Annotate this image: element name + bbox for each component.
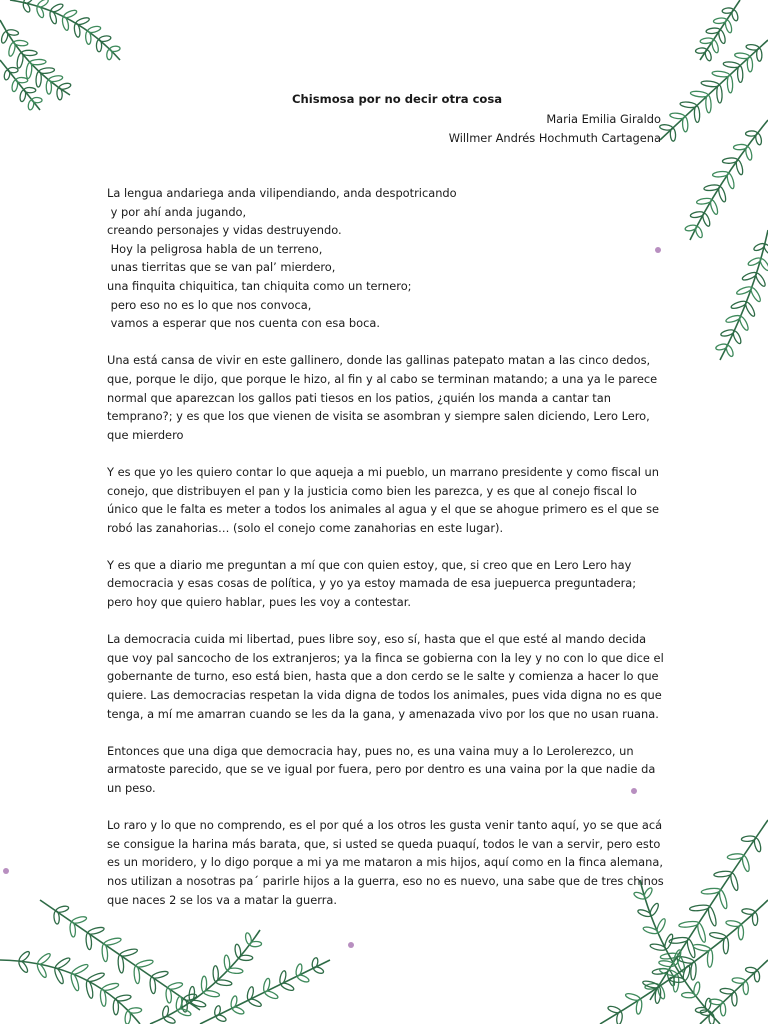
fern-branch-icon bbox=[200, 957, 330, 1024]
decorative-dot bbox=[348, 942, 354, 948]
paragraph: Lo raro y lo que no comprendo, es el por qué a los otros les gusta venir tanto aquí, yo se que acá se consigue la harina más barata, que, si usted se queda puaquí, todos le van a servir, pero esto es un moridero, y lo digo porque a mi ya me mataron a mis hijos, aquí como en la finca alemana, nos utilizan a nosotras pa´ parirle hijos a la guerra, eso no es nuevo, una sabe que de tres chinos que naces 2 se los va a matar la guerra. bbox=[107, 818, 664, 907]
fern-branch-icon bbox=[40, 900, 200, 1012]
fern-branch-icon bbox=[695, 0, 740, 61]
document-body bbox=[107, 184, 665, 909]
poem-line: Hoy la peligrosa habla de un terreno, bbox=[107, 241, 323, 256]
fern-branch-icon bbox=[659, 40, 768, 141]
poem-line: vamos a esperar que nos cuenta con esa boca. bbox=[107, 316, 380, 331]
poem-line: pero eso no es lo que nos convoca, bbox=[107, 297, 312, 312]
poem-line: unas tierritas que se van pal’ mierdero, bbox=[107, 260, 336, 275]
fern-branch-icon bbox=[0, 950, 142, 1024]
paragraph: Una está cansa de vivir en este gallinero, donde las gallinas patepato matan a las cinco dedos, que, porque le dijo, que porque le hizo, al fin y al cabo se terminan matando; a una ya le parece normal que aparezcan los gallos pati tiesos en los patios, ¿quién los manda a cantar tan temprano?; y es que los que vienen de visita se asombran y siempre salen diciendo, Lero Lero, que mierdero bbox=[107, 353, 658, 442]
fern-branch-icon bbox=[0, 60, 42, 110]
fern-branch-icon bbox=[0, 20, 71, 100]
fern-branch-icon bbox=[10, 0, 120, 60]
paragraph: Y es que a diario me preguntan a mí que con quien estoy, que, si creo que en Lero Lero hay democracia y esas cosas de política, y yo ya estoy mamada de esa juepuerca preguntadera; pero hoy que quiero hablar, pues les voy a contestar. bbox=[107, 557, 637, 610]
poem-line: La lengua andariega anda vilipendiando, anda despotricando bbox=[107, 186, 457, 200]
fern-branch-icon bbox=[685, 120, 768, 240]
document-title: Chismosa por no decir otra cosa bbox=[292, 92, 503, 106]
decorative-dot bbox=[3, 868, 9, 874]
fern-branch-icon bbox=[700, 960, 768, 1024]
paragraph: Entonces que una diga que democracia hay, pues no, es una vaina muy a lo Lerolerezco, un armatoste parecido, que se ve igual por fuera, pero por dentro es una vaina por la que nadie da un peso. bbox=[107, 743, 656, 795]
paragraph: Y es que yo les quiero contar lo que aqueja a mi pueblo, un marrano presidente y como fiscal un conejo, que distribuyen el pan y la justicia como bien les parezca, y es que al conejo fiscal lo único que le falta es meter a todos los animales al agua y el que se ahogue primero es el que se robó las zanahorias… (solo el conejo come zanahorias en este lugar). bbox=[107, 464, 660, 535]
paragraph: La democracia cuida mi libertad, pues libre soy, eso sí, hasta que el que esté al mando decida que voy pal sancocho de los extranjeros; ya la finca se gobierna con la ley y no con lo que dice el gobernante de turno, eso está bien, hasta que a don cerdo se le salte y comienza a hacer lo que quiere. Las democracias respetan la vida digna de todos los animales, pues vida digna no es que tenga, a mí me amarran cuando se les da la gana, y amenazada vivo por los que no usan ruana. bbox=[107, 632, 664, 721]
poem-stanza bbox=[107, 184, 665, 333]
fern-branch-icon bbox=[600, 900, 768, 1024]
author-list bbox=[449, 110, 661, 147]
poem-line: creando personajes y vidas destruyendo. bbox=[107, 223, 342, 238]
poem-line: y por ahí anda jugando, bbox=[107, 204, 247, 219]
poem-line: una finquita chiquitica, tan chiquita como un ternero; bbox=[107, 278, 412, 293]
fern-branch-icon bbox=[150, 930, 262, 1024]
fern-branch-icon bbox=[715, 230, 768, 360]
author-name: Maria Emilia Giraldo bbox=[546, 112, 661, 126]
author-name: Willmer Andrés Hochmuth Cartagena bbox=[448, 130, 661, 145]
